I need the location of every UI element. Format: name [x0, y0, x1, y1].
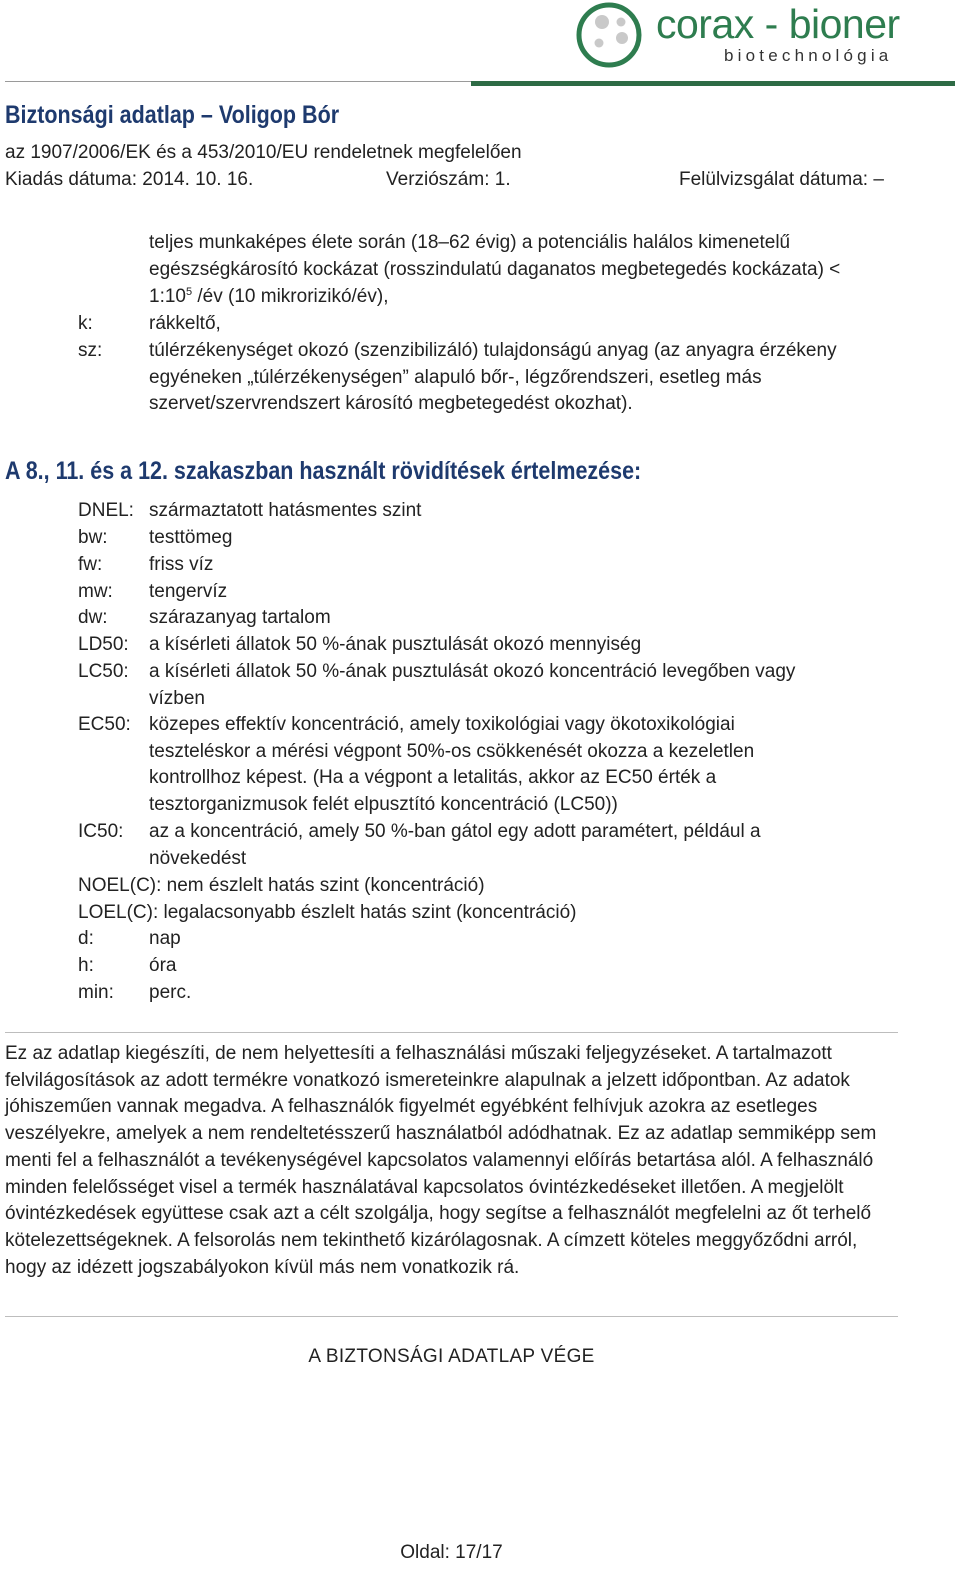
- abbr-term: h:: [78, 955, 94, 976]
- abbr-definition: óra: [149, 955, 177, 976]
- abbr-term: IC50:: [78, 821, 124, 842]
- abbr-definition: szárazanyag tartalom: [149, 607, 331, 628]
- continuation-line-2: egészségkárosító kockázat (rosszindulatú daganatos megbetegedés kockázata) <: [149, 259, 841, 280]
- abbr-term: d:: [78, 928, 94, 949]
- abbr-term: dw:: [78, 607, 108, 628]
- abbreviations-heading: A 8., 11. és a 12. szakaszban használt rövidítések értelmezése:: [5, 457, 642, 485]
- continuation-line-3: $1:10^5$ /év (10 mikrorizikó/év),: [149, 286, 389, 307]
- abbr-definition: friss víz: [149, 554, 214, 575]
- corax-bioner-logo-icon: [574, 0, 648, 74]
- divider: [5, 1032, 898, 1033]
- term-k: k:: [78, 313, 93, 334]
- exponent: 5: [185, 286, 193, 298]
- header-rule: [5, 81, 473, 82]
- abbr-definition: testtömeg: [149, 527, 233, 548]
- abbr-term: EC50:: [78, 714, 131, 735]
- abbr-term: LD50:: [78, 634, 129, 655]
- page-number: Oldal: 17/17: [400, 1542, 503, 1563]
- regulation-line: az 1907/2006/EK és a 453/2010/EU rendeletnek megfelelően: [5, 142, 522, 163]
- version-number: Verziószám: 1.: [386, 169, 511, 190]
- abbr-definition: az a koncentráció, amely 50 %-ban gátol egy adott paramétert, például a növekedést: [149, 821, 761, 869]
- definition-k: rákkeltő,: [149, 313, 221, 334]
- header-accent-rule: [471, 81, 955, 86]
- divider: [5, 1316, 898, 1317]
- abbr-definition: közepes effektív koncentráció, amely toxikológiai vagy ökotoxikológiai teszteléskor a mérési végpont 50%-os csökkenését okozza a kezeletlen kontrollhoz képest. (Ha a végpont a letalitás, akkor az EC50 érték a tesztorganizmusok felét elpusztító koncentráció (LC50)): [149, 714, 755, 816]
- end-of-sheet: A BIZTONSÁGI ADATLAP VÉGE: [308, 1346, 595, 1367]
- abbr-definition: a kísérleti állatok 50 %-ának pusztulását okozó koncentráció levegőben vagy vízben: [149, 661, 796, 709]
- company-logo: [574, 0, 954, 74]
- brand-tagline: biotechnológia: [724, 46, 893, 65]
- abbr-definition: nap: [149, 928, 181, 949]
- issue-date: Kiadás dátuma: 2014. 10. 16.: [5, 169, 254, 190]
- abbr-term: DNEL:: [78, 500, 134, 521]
- continuation-line-1: teljes munkaképes élete során (18–62 évig) a potenciális halálos kimenetelű: [149, 232, 791, 253]
- loel-line: LOEL(C): legalacsonyabb észlelt hatás szint (koncentráció): [78, 902, 577, 923]
- abbr-term: LC50:: [78, 661, 129, 682]
- term-sz: sz:: [78, 340, 103, 361]
- definition-sz: túlérzékenységet okozó (szenzibilizáló) tulajdonságú anyag (az anyagra érzékeny egyéneken „túlérzékenységen” alapuló bőr-, légzőrendszeri, esetleg más szervet/szervrendszert károsító megbetegedést okozhat).: [149, 340, 837, 415]
- abbr-definition: tengervíz: [149, 581, 228, 602]
- disclaimer-text: Ez az adatlap kiegészíti, de nem helyettesíti a felhasználási műszaki feljegyzéseket. A tartalmazott felvilágosítások az adott termékre vonatkozó ismereteinkre alapulnak a jelzett időpontban. Az adatok jóhiszeműen vannak megadva. A felhasználók figyelmét egyébként felhívjuk azokra az esetleges veszélyekre, amelyek a nem rendeltetésszerű használatból adódhatnak. Ez az adatlap semmiképp sem menti fel a felhasználót a tevékenységével kapcsolatos valamennyi előírás betartása alól. A felhasználó minden felelősséget visel a termék használatával kapcsolatos óvintézkedéseket illetően. A megjelölt óvintézkedések együttese csak azt a célt szolgálja, hogy segítse a felhasználót megfelelni az őt terhelő kötelezettségeknek. A felsorolás nem tekinthető kizárólagosnak. A címzett köteles meggyőződni arról, hogy az idézett jogszabályokon kívül más nem vonatkozik rá.: [5, 1043, 877, 1278]
- abbr-term: fw:: [78, 554, 103, 575]
- abbr-definition: a kísérleti állatok 50 %-ának pusztulását okozó mennyiség: [149, 634, 642, 655]
- noel-line: NOEL(C): nem észlelt hatás szint (koncentráció): [78, 875, 485, 896]
- abbr-term: bw:: [78, 527, 108, 548]
- review-date: Felülvizsgálat dátuma: –: [679, 169, 884, 190]
- abbr-definition: származtatott hatásmentes szint: [149, 500, 422, 521]
- brand-name: corax - bioner: [656, 1, 900, 47]
- abbr-term: mw:: [78, 581, 113, 602]
- abbr-definition: perc.: [149, 982, 192, 1003]
- abbr-term: min:: [78, 982, 114, 1003]
- document-title: Biztonsági adatlap – Voligop Bór: [5, 101, 340, 129]
